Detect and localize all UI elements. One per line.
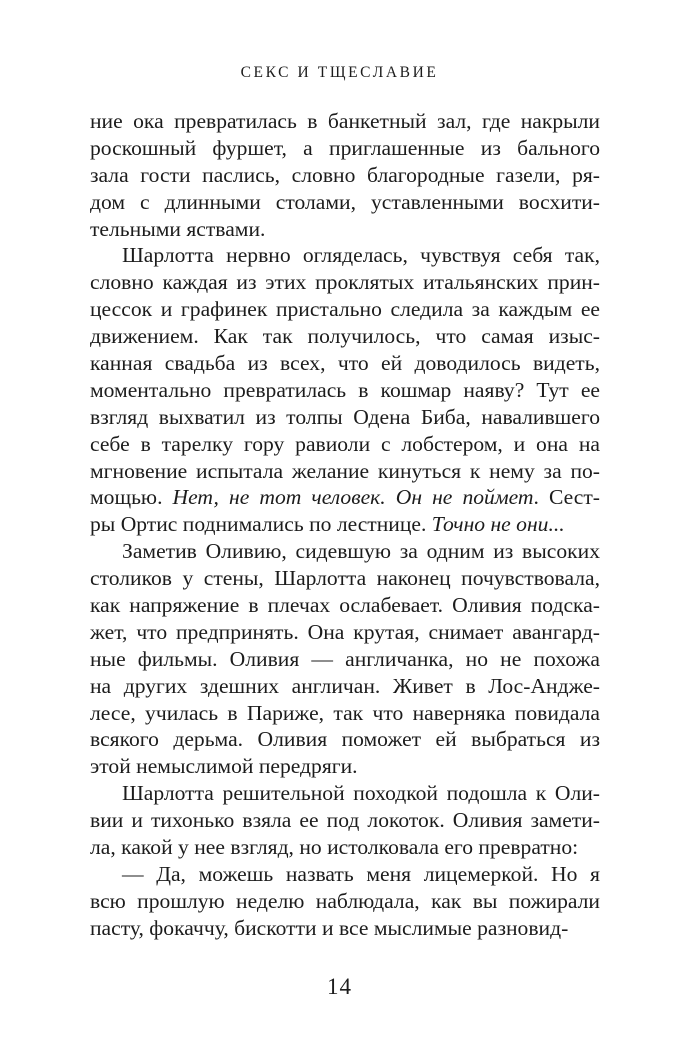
italic-text: Нет, не тот человек. Он не поймет <box>172 485 534 510</box>
text-run: тельными яствами. <box>90 216 266 241</box>
paragraph <box>90 861 600 942</box>
text-line <box>90 377 600 404</box>
text-line <box>90 780 600 807</box>
text-line <box>90 108 600 135</box>
text-line <box>90 511 600 538</box>
text-line <box>90 242 600 269</box>
text-line <box>90 592 600 619</box>
paragraph <box>90 780 600 861</box>
body-text <box>90 108 600 942</box>
text-line <box>90 753 600 780</box>
text-line <box>90 189 600 216</box>
text-line <box>90 565 600 592</box>
text-run: ры Ортис поднимались по лестнице. <box>90 512 432 537</box>
text-run: словно каждая из этих проклятых итальянских прин- <box>90 270 600 295</box>
text-line <box>90 700 600 727</box>
text-run: ные фильмы. Оливия — англичанка, но не похожа <box>90 646 600 671</box>
text-run: на других здешних англичан. Живет в Лос-Андже- <box>90 673 600 698</box>
text-line <box>90 915 600 942</box>
text-run: Шарлотта нервно огляделась, чувствуя себя так, <box>122 243 600 268</box>
text-line <box>90 431 600 458</box>
text-line <box>90 619 600 646</box>
text-run: ла, какой у нее взгляд, но истолковала его превратно: <box>90 835 579 860</box>
text-run: себе в тарелку гору равиоли с лобстером, и она на <box>90 431 600 456</box>
text-run: как напряжение в плечах ослабевает. Оливия подска- <box>90 593 600 618</box>
text-run: зала гости паслись, словно благородные газели, ря- <box>90 162 600 187</box>
text-run: взгляд выхватил из толпы Одена Биба, навалившего <box>90 404 600 429</box>
italic-text: Точно не они... <box>431 512 565 537</box>
text-line <box>90 216 600 243</box>
text-run: цессок и графинек пристально следила за каждым ее <box>90 297 600 322</box>
paragraph <box>90 242 600 538</box>
text-run: всю прошлую неделю наблюдала, как вы пожирали <box>90 888 600 913</box>
text-run: вии и тихонько взяла ее под локоток. Оливия замети- <box>90 808 600 833</box>
text-run: столиков у стены, Шарлотта наконец почувствовала, <box>90 566 600 591</box>
text-run: — Да, можешь назвать меня лицемеркой. Но я <box>122 861 600 886</box>
paragraph <box>90 538 600 780</box>
text-run: жет, что предпринять. Она крутая, снимает авангард- <box>90 619 600 644</box>
text-line <box>90 269 600 296</box>
text-line <box>90 350 600 377</box>
text-run: . Сест- <box>533 485 600 510</box>
text-run: дом с длинными столами, уставленными восхити- <box>90 189 600 214</box>
text-run: роскошный фуршет, а приглашенные из бального <box>90 135 600 160</box>
text-run: ние ока превратилась в банкетный зал, где накрыли <box>90 109 600 133</box>
text-line <box>90 673 600 700</box>
text-run: мощью. <box>90 485 173 510</box>
text-line <box>90 296 600 323</box>
text-line <box>90 646 600 673</box>
text-run: всякого дерьма. Оливия поможет ей выбраться из <box>90 727 600 752</box>
text-line <box>90 323 600 350</box>
running-head: СЕКС И ТЩЕСЛАВИЕ <box>240 64 439 81</box>
text-run: лесе, училась в Париже, так что наверняка повидала <box>90 700 600 725</box>
text-line <box>90 135 600 162</box>
text-line <box>90 726 600 753</box>
text-line <box>90 162 600 189</box>
text-run: этой немыслимой передряги. <box>90 754 358 779</box>
page-number: 14 <box>327 974 352 999</box>
text-line <box>90 484 600 511</box>
text-run: мгновение испытала желание кинуться к нему за по- <box>90 458 600 483</box>
text-run: Заметив Оливию, сидевшую за одним из высоких <box>122 539 600 564</box>
text-line <box>90 861 600 888</box>
text-run: моментально превратилась в кошмар наяву? Тут ее <box>90 377 600 402</box>
text-run: Шарлотта решительной походкой подошла к Оли- <box>122 781 600 806</box>
text-line <box>90 834 600 861</box>
text-run: пасту, фокаччу, бискотти и все мыслимые разновид- <box>90 915 569 940</box>
text-line <box>90 888 600 915</box>
text-run: движением. Как так получилось, что самая изыс- <box>90 324 600 349</box>
text-line <box>90 404 600 431</box>
text-run: канная свадьба из всех, что ей доводилось видеть, <box>90 351 600 376</box>
paragraph <box>90 108 600 242</box>
text-line <box>90 538 600 565</box>
text-line <box>90 807 600 834</box>
text-line <box>90 458 600 485</box>
